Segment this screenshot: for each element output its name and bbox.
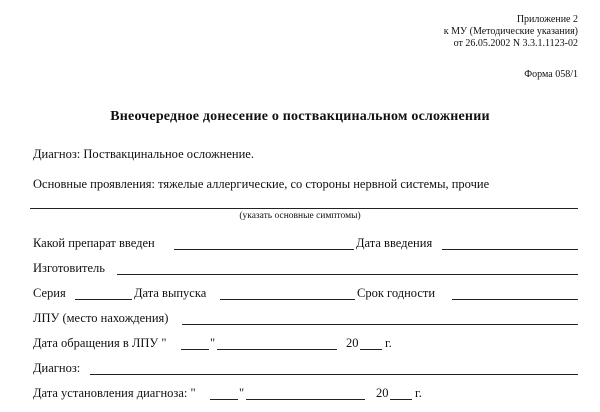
- date-given-field[interactable]: [442, 249, 578, 250]
- appeal-year-field[interactable]: [360, 349, 382, 350]
- manufacturer-label: Изготовитель: [33, 261, 105, 275]
- drug-label: Какой препарат введен: [33, 236, 155, 250]
- diagnosis-date-label: Дата установления диагноза: ": [33, 386, 196, 400]
- appendix-reference: к МУ (Методические указания): [443, 26, 578, 37]
- diagnosis-label: Диагноз:: [33, 361, 81, 375]
- date-given-label: Дата введения: [356, 236, 433, 250]
- appeal-date-label: Дата обращения в ЛПУ ": [33, 336, 167, 350]
- symptoms-field[interactable]: [30, 208, 578, 209]
- appeal-quote: ": [210, 336, 216, 350]
- lpu-label: ЛПУ (место нахождения): [33, 311, 169, 325]
- symptoms-hint: (указать основные симптомы): [239, 211, 361, 221]
- page-title: Внеочередное донесение о поствакцинальном осложнении: [110, 109, 490, 124]
- appeal-year-suffix: г.: [385, 336, 392, 350]
- form-number: Форма 058/1: [524, 69, 578, 80]
- appeal-day-field[interactable]: [181, 349, 209, 350]
- series-label: Серия: [33, 286, 66, 300]
- appendix-label: Приложение 2: [516, 14, 578, 25]
- appendix-date: от 26.05.2002 N 3.3.1.1123-02: [453, 38, 578, 49]
- diagnosis-field[interactable]: [90, 374, 578, 375]
- release-date-label: Дата выпуска: [134, 286, 207, 300]
- series-field[interactable]: [75, 299, 132, 300]
- lpu-field[interactable]: [182, 324, 578, 325]
- diagnosis-year-prefix: 20: [376, 386, 389, 400]
- manufacturer-field[interactable]: [117, 274, 578, 275]
- appeal-year-prefix: 20: [346, 336, 359, 350]
- diagnosis-year-field[interactable]: [390, 399, 412, 400]
- diagnosis-year-suffix: г.: [415, 386, 422, 400]
- diagnosis-quote: ": [239, 386, 245, 400]
- manifestations-text: Основные проявления: тяжелые аллергические, со стороны нервной системы, прочие: [33, 177, 490, 191]
- appeal-month-field[interactable]: [217, 349, 337, 350]
- drug-field[interactable]: [174, 249, 354, 250]
- expiry-field[interactable]: [452, 299, 578, 300]
- release-date-field[interactable]: [220, 299, 355, 300]
- diagnosis-month-field[interactable]: [246, 399, 365, 400]
- diagnosis-intro: Диагноз: Поствакцинальное осложнение.: [33, 147, 254, 161]
- expiry-label: Срок годности: [357, 286, 436, 300]
- diagnosis-day-field[interactable]: [210, 399, 238, 400]
